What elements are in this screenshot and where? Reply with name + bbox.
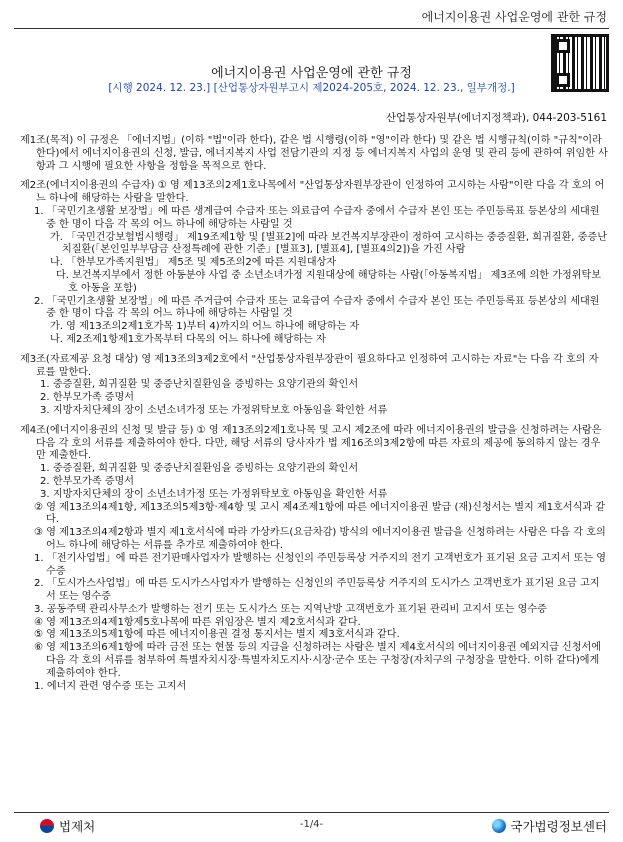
clause-item: 2. 「도시가스사업법」에 따른 도시가스사업자가 발행하는 신청인의 주민등록상 거주지의 도시가스 고객번호가 표기된 요금 고지서 또는 영수증: [34, 578, 600, 603]
clause-item: ② 영 제13조의4제1항, 제13조의5제3항·제4항 및 고시 제4조제1항에 따른 에너지이용권 발급 (재)신청서는 별지 제1호서식과 같다.: [34, 501, 606, 526]
clause-item: 3. 지방자치단체의 장이 소년소녀가정 또는 가정위탁보호 아동임을 확인한 서류: [40, 488, 388, 500]
document-enforcement-info: [시행 2024. 12. 23.] [산업통상자원부고시 제2024-205호, 2024. 12. 23., 일부개정.]: [108, 82, 515, 94]
clause-item: 나. 제2조제1항제1호가목부터 다목의 어느 하나에 해당하는 자: [50, 333, 326, 345]
paragraph-gap: [20, 418, 608, 425]
clause-item: 3. 지방자치단체의 장이 소년소녀가정 또는 가정위탁보호 아동임을 확인한 서류: [40, 404, 388, 416]
clause-item: 다. 보건복지부에서 정한 아동분야 사업 중 소년소녀가정 지원대상에 해당하는 사람(「아동복지법」 제3조에 의한 가정위탁보호 아동을 포함): [56, 269, 601, 294]
article-paragraph: 제3조(자료제공 요청 대상) 영 제13조의3제2호에서 "산업통상자원부장관이 필요하다고 인정하여 고시하는 자료"는 다음 각 호의 자료를 말한다.: [20, 353, 599, 378]
clause-item: 나. 「한부모가족지원법」 제5조 및 제5조의2에 따른 지원대상자: [50, 257, 337, 269]
footer-right-label: 국가법령정보센터: [510, 819, 607, 834]
ministry-contact: 산업통상자원부(에너지정책과), 044-203-5161: [385, 112, 607, 124]
clause-item: 1. 「전기사업법」에 따른 전기판매사업자가 발행하는 신청인의 주민등록상 거주지의 전기 고객번호가 표기된 요금 고지서 또는 영수증: [34, 552, 607, 577]
paragraph-gap: [20, 347, 608, 354]
footer-divider: [14, 812, 609, 813]
footer-left-label: 법제처: [59, 819, 96, 834]
article-paragraph: 제4조(에너지이용권의 신청 및 발급 등) ① 영 제13조의2제1호나목 및 고시 제2조에 따라 에너지이용권의 발급을 신청하려는 사람은 다음 각 호의 서류를 제출하여야 한다. 다만, 해당 서류의 당사자가 법 제16조의3제2항에 따른 자료의 제공에 동의하지 않는 경우만 제출한다.: [20, 424, 602, 462]
clause-item: ⑤ 영 제13조의5제1항에 따른 에너지이용권 결정 통지서는 별지 제3호서식과 같다.: [34, 629, 400, 641]
clause-item: 3. 공동주택 관리사무소가 발행하는 전기 또는 도시가스 또는 지역난방 고객번호가 표기된 관리비 고지서 또는 영수증: [34, 603, 547, 615]
header-divider: [14, 28, 609, 29]
clause-item: ⑥ 영 제13조의6제1항에 따라 금전 또는 현물 등의 지급을 신청하려는 사람은 별지 제4호서식의 에너지이용권 예외지급 신청서에 다음 각 호의 서류를 첨부하여 특별자치시장·특별자치도지사·시장·군수 또는 구청장(자치구의 구청장을 말한다. 이하 같다)에게 제출하여야 한다.: [34, 642, 602, 679]
running-header-title: 에너지이용권 사업운영에 관한 규정: [421, 10, 607, 24]
clause-item: 가. 「국민건강보험법시행령」 제19조제1항 및 [별표2]에 따라 보건복지부장관이 정하여 고시하는 중증질환, 희귀질환, 중증난치질환(「본인일부부담금 산정특례에 관한 기준」[별표3], [별표4], [별표4의2])을 가진 사람: [50, 231, 607, 256]
clause-item: 2. 한부모가족 증명서: [40, 392, 135, 404]
clause-item: 2. 「국민기초생활 보장법」에 따른 주거급여 수급자 또는 교육급여 수급자 중에서 수급자 본인 또는 주민등록표 등본상의 세대원 중 한 명이 다음 각 목의 어느 하나에 해당하는 사람일 것: [34, 295, 600, 320]
regulation-body: [20, 135, 608, 693]
clause-item: 1. 「국민기초생활 보장법」에 따른 생계급여 수급자 또는 의료급여 수급자 중에서 수급자 본인 또는 주민등록표 등본상의 세대원 중 한 명이 다음 각 목의 어느 하나에 해당하는 사람일 것: [34, 205, 600, 230]
article-paragraph: 제2조(에너지이용권의 수급자) ① 영 제13조의2제1호나목에서 "산업통상자원부장관이 인정하여 고시하는 사람"이란 다음 각 호의 어느 하나에 해당하는 사람을 말한다.: [20, 180, 605, 205]
clause-item: ③ 영 제13조의4제2항과 별지 제1호서식에 따라 가상카드(요금차감) 방식의 에너지이용권 발급을 신청하려는 사람은 다음 각 호의 어느 하나에 해당하는 서류를 추가로 제출하여야 한다.: [34, 527, 606, 551]
clause-item: 2. 한부모가족 증명서: [40, 475, 135, 487]
clause-item: 1. 중증질환, 희귀질환 및 중증난치질환임을 증빙하는 요양기관의 확인서: [40, 463, 359, 475]
footer-law-center: [492, 817, 607, 835]
law-center-logo-icon: [492, 819, 506, 833]
document-title: 에너지이용권 사업운영에 관한 규정: [211, 66, 412, 81]
article-paragraph: 제1조(목적) 이 규정은 「에너지법」(이하 "법"이라 한다), 같은 법 시행령(이하 "영"이라 한다) 및 같은 법 시행규칙(이하 "규칙"이라 한다)에서 에너지이용권의 신청, 발급, 에너지복지 사업 전담기관의 지정 등 에너지복지 사업의 운영 및 관리 등에 관하여 위임한 사항과 그 시행에 필요한 사항을 정함을 목적으로 한다.: [20, 135, 608, 172]
clause-item: 1. 에너지 관련 영수증 또는 고지서: [34, 680, 187, 692]
page-number: -1/4-: [299, 819, 324, 830]
clause-item: ④ 영 제13조의4제1항제5호나목에 따른 위임장은 별지 제2호서식과 같다.: [34, 616, 361, 628]
clause-item: 1. 중증질환, 희귀질환 및 중증난치질환임을 증빙하는 요양기관의 확인서: [40, 379, 359, 391]
clause-item: 가. 영 제13조의2제1호가목 1)부터 4)까지의 어느 하나에 해당하는 자: [50, 321, 360, 333]
